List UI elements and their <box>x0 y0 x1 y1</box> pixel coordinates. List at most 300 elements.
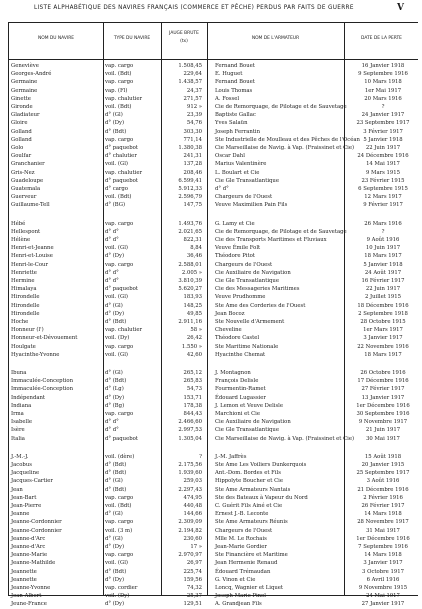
ship-tonnage: 1.305,04 <box>178 435 202 442</box>
table-row <box>9 568 418 576</box>
ship-type: voil. (Dy) <box>105 335 130 342</box>
ship-tonnage: 1.550 » <box>181 343 202 350</box>
ship-owner: Cie Gle Transatlantique <box>215 177 279 184</box>
table-row <box>9 510 418 518</box>
ship-tonnage: 24,37 <box>186 87 202 94</box>
page-title: LISTE ALPHABÉTIQUE DES NAVIRES FRANÇAIS (COMMERCE ET PÊCHE) PERDUS PAR FAITS DE GUERRE <box>34 5 354 11</box>
ship-type: d° (Gl) <box>105 112 123 119</box>
ship-name: Germaine <box>11 79 38 86</box>
ship-tonnage: 1.939,60 <box>178 470 202 477</box>
loss-date: 3 Janvier 1917 <box>363 560 403 567</box>
ship-owner: d° d° <box>215 186 229 192</box>
table-row <box>9 228 418 236</box>
loss-date: 22 Juin 1917 <box>365 286 401 293</box>
ship-type: d° (Gl) <box>105 370 123 376</box>
loss-date: 1er Mars 1917 <box>363 327 403 334</box>
ship-tonnage: 303,30 <box>183 128 202 135</box>
ship-type: d° (Dy) <box>105 544 125 550</box>
table-row <box>9 70 418 78</box>
ship-type: voil. (Bdt) <box>105 503 132 509</box>
ship-name: Guillaume-Tell <box>11 202 50 209</box>
ship-owner: Cie des Transports Maritimes et Fluviaux <box>215 237 327 243</box>
ship-tonnage: 474,95 <box>183 494 202 501</box>
table-row <box>9 453 418 461</box>
ship-name: Isère <box>11 427 25 434</box>
ship-name: Immaculée-Conception <box>11 386 73 393</box>
loss-date: 15 Août 1918 <box>364 453 402 460</box>
ship-owner: Jean-Marie Gordier <box>215 544 267 550</box>
ship-type: vap. cargo <box>105 343 134 350</box>
table-body <box>9 60 418 608</box>
ship-owner: Joseph-Marie Pinol <box>215 593 266 600</box>
ship-type: vap. cargo <box>105 494 134 501</box>
ship-name: Jeanne-Cordonnier <box>11 527 62 534</box>
ship-tonnage: 23,39 <box>186 112 202 119</box>
ship-name: Golland <box>11 128 32 135</box>
ship-type: voil. (3 m) <box>105 527 133 534</box>
ship-tonnage: 1.508,45 <box>178 63 202 69</box>
ship-type: d° (Bdt) <box>105 319 127 325</box>
ship-owner: Ernest J.-B. Leconte <box>215 511 269 518</box>
ship-tonnage: 36,46 <box>186 253 202 260</box>
ship-tonnage: 49,85 <box>186 310 202 317</box>
ship-owner: Ste des Bateaux à Vapeur du Nord <box>215 494 308 501</box>
loss-date: 1er Décembre 1916 <box>356 402 410 409</box>
ship-type: vap. cargo <box>105 79 134 86</box>
loss-date: 9 Septembre 1916 <box>358 71 408 78</box>
ship-owner: Jean Hermenie Renaud <box>215 560 278 567</box>
table-row <box>9 177 418 185</box>
ship-tonnage: 159,56 <box>183 576 202 583</box>
table-row <box>9 584 418 592</box>
table-row <box>9 62 418 70</box>
table-row <box>9 334 418 342</box>
table-row <box>9 410 418 418</box>
ship-tonnage: 58 » <box>190 327 202 334</box>
table-row <box>9 285 418 293</box>
table-row <box>9 293 418 301</box>
ship-type: voil. (Bdt) <box>105 194 132 201</box>
table-row <box>9 502 418 510</box>
table-row <box>9 486 418 494</box>
ship-type: vap. cargo <box>105 261 134 268</box>
loss-date: 9 Février 1917 <box>363 202 403 209</box>
table-row <box>9 185 418 193</box>
ship-tonnage: 42,60 <box>186 351 202 358</box>
ship-type: vap. cordier <box>105 585 138 591</box>
loss-date: 22 Juin 1917 <box>365 145 401 151</box>
loss-date: 2 Février 1916 <box>363 494 403 501</box>
page-header <box>0 5 422 17</box>
table-row <box>9 144 418 152</box>
ship-name: Hirondelle <box>11 294 40 301</box>
ship-name: Himalaya <box>11 286 37 293</box>
loss-date: 24 Mai 1917 <box>366 593 400 600</box>
ship-tonnage: 771,14 <box>183 136 202 143</box>
ship-type: d° (Dy) <box>105 310 125 317</box>
ship-name: Isabelle <box>11 419 33 426</box>
ship-name: Guadeloupe <box>11 177 44 184</box>
ship-type: d° d° <box>105 237 119 243</box>
loss-date: 30 Mai 1917 <box>366 435 400 442</box>
ship-type: d° paquebot <box>105 286 138 293</box>
ship-name: Jean-Albert <box>11 593 42 600</box>
table-row <box>9 87 418 95</box>
ship-owner: J.-M. Jaffrès <box>215 453 247 460</box>
ship-owner: Cie Auxiliaire de Navigation <box>215 269 291 276</box>
ship-tonnage: 225,74 <box>183 568 202 575</box>
loss-date: 25 Septembre 1917 <box>356 470 410 477</box>
ship-name: Honneur (l') <box>11 327 44 334</box>
ship-tonnage: 912 » <box>186 104 202 110</box>
ship-name: Honneur-et-Dévouement <box>11 335 78 342</box>
table-row <box>9 394 418 402</box>
loss-date: 21 Décembre 1916 <box>357 486 409 493</box>
loss-date: 28 Novembre 1917 <box>357 519 409 526</box>
ship-tonnage: 144,66 <box>183 511 202 518</box>
ship-tonnage: 25,37 <box>186 593 202 600</box>
loss-date: 23 Février 1915 <box>361 177 405 184</box>
ship-owner: Édouard Lugassier <box>215 394 266 401</box>
ship-name: Granchanier <box>11 161 45 168</box>
ship-type: voil. (Dy) <box>105 593 130 600</box>
ship-tonnage: 2.194,82 <box>178 527 202 534</box>
ship-tonnage: 178,38 <box>183 402 202 409</box>
ship-name: Golland <box>11 136 32 143</box>
table-row <box>9 244 418 252</box>
ship-tonnage: 5.912,33 <box>178 186 202 192</box>
ship-tonnage: 259,03 <box>183 478 202 485</box>
ship-type: vap. chalutier <box>105 169 143 176</box>
ship-type: d° d° <box>105 419 119 426</box>
ship-type: vap. chalutier <box>105 327 143 334</box>
ship-loss-table <box>8 22 418 608</box>
ship-tonnage: 241,31 <box>183 153 202 160</box>
loss-date: 16 Février 1917 <box>361 278 405 284</box>
ship-tonnage: 8,84 <box>190 245 202 252</box>
table-row <box>9 95 418 103</box>
ship-owner: Veuve Émile Folt <box>215 245 261 252</box>
table-row <box>9 592 418 600</box>
loss-date: 27 Janvier 1917 <box>361 601 405 608</box>
table-row <box>9 576 418 584</box>
ship-name: Georges-André <box>11 71 52 78</box>
table-row <box>9 269 418 277</box>
ship-type: vap. cargo <box>105 411 134 417</box>
table-row <box>9 261 418 269</box>
table-row <box>9 318 418 326</box>
table-row <box>9 518 418 526</box>
ship-type: d° chalutier <box>105 153 137 160</box>
ship-type: d° d° <box>105 269 119 276</box>
ship-type: vap. chalutier <box>105 95 143 102</box>
table-row <box>9 559 418 567</box>
table-row <box>9 477 418 485</box>
ship-name: Jeanne-Mathilde <box>11 560 56 567</box>
loss-date: 6 Septembre 1915 <box>358 186 408 192</box>
ship-name: Germaine <box>11 87 38 94</box>
loss-date: 24 Décembre 1916 <box>357 153 409 160</box>
ship-owner: Chargeurs de l'Ouest <box>215 261 273 268</box>
ship-owner: Ste Industrielle de Moulleau et des Pêches de l'Océan <box>215 136 360 143</box>
loss-date: 26 Octobre 1916 <box>360 370 406 376</box>
loss-date: 22 Novembre 1916 <box>357 343 409 350</box>
table-row <box>9 277 418 285</box>
ship-type: d° (Gl) <box>105 478 123 485</box>
ship-tonnage: 137,28 <box>183 161 202 168</box>
ship-owner: Ste Ame Armateurs Nantais <box>215 486 291 493</box>
loss-date: 7 Septembre 1916 <box>358 544 408 550</box>
ship-owner: Ste Financière et Maritime <box>215 552 288 559</box>
ship-tonnage: 2.997,53 <box>178 427 202 434</box>
loss-date: 3 Février 1917 <box>363 128 403 135</box>
ship-name: J.-M.-J. <box>11 453 29 460</box>
loss-date: 26 Février 1917 <box>361 503 405 509</box>
ship-type: voil. (Gl) <box>105 245 128 252</box>
table-row <box>9 385 418 393</box>
loss-date: 14 Mars 1918 <box>364 511 402 518</box>
ship-owner: Ste Ame Armateurs Réunis <box>215 519 288 526</box>
ship-name: Henri-le-Cour <box>11 261 48 268</box>
ship-type: vap. cargo <box>105 552 134 559</box>
ship-tonnage: 148,25 <box>183 302 202 309</box>
loss-date: 24 Août 1917 <box>364 269 402 276</box>
table-row <box>9 310 418 318</box>
ship-owner: Louis Thomas <box>215 87 253 94</box>
ship-type: d° (Dy) <box>105 120 125 127</box>
page-number: V <box>397 3 404 13</box>
ship-type: d° (Bdt) <box>105 568 127 575</box>
ship-owner: Ant.-Dom. Bordes et Fils <box>215 470 281 477</box>
table-row <box>9 169 418 177</box>
ship-type: d° (Gl) <box>105 535 123 542</box>
ship-type: d° d° <box>105 427 119 434</box>
ship-name: Jacobus <box>11 462 32 468</box>
ship-tonnage: 183,93 <box>183 294 202 301</box>
ship-owner: Édouard Trémaudan <box>215 568 271 575</box>
ship-owner: Chargeurs de l'Ouest <box>215 194 273 201</box>
ship-name: Golo <box>11 145 24 151</box>
table-row <box>9 551 418 559</box>
ship-owner: Cie Marseillaise de Navig. à Vap. (Fraissinet et Cie) <box>215 145 355 151</box>
ship-tonnage: 3.810,39 <box>178 278 202 284</box>
ship-name: Jean-Pierre <box>11 503 42 509</box>
ship-name: Jean <box>11 486 23 493</box>
ship-type: voil. (Gl) <box>105 560 128 567</box>
column-header-owner: NOM DE L'ARMATEUR <box>251 36 300 41</box>
ship-owner: Cie des Messageries Maritimes <box>215 286 300 293</box>
ship-owner: Cie de Remorquage, de Pilotage et de Sauvetage <box>215 228 347 235</box>
loss-date: 3 Août 1916 <box>366 478 400 485</box>
ship-tonnage: 26,97 <box>186 560 202 567</box>
ship-name: Jacqueline <box>11 470 40 477</box>
ship-owner: C. Guérit Fils Ainé et Cie <box>215 503 283 509</box>
ship-type: d° (Bdt) <box>105 128 127 135</box>
ship-owner: Théodore Castel <box>215 335 260 342</box>
ship-name: Houlgate <box>11 343 36 350</box>
ship-owner: Yves Salaün <box>215 120 248 127</box>
ship-type: voil. (Gl) <box>105 351 128 358</box>
ship-owner: E. Huguet <box>215 71 243 78</box>
ship-owner: Loncq, Wagnier et Liquet <box>215 585 284 591</box>
ship-type: d° paquebot <box>105 145 138 151</box>
ship-name: Hyacinthe-Yvonne <box>11 351 60 358</box>
ship-tonnage: 2.588,01 <box>178 261 202 268</box>
loss-date: 3 Octobre 1917 <box>362 568 404 575</box>
ship-owner: A. Grandjean Fils <box>215 601 262 608</box>
ship-owner: J. Montagnon <box>215 370 251 376</box>
ship-owner: Marius Valentinère <box>215 161 267 168</box>
ship-type: d° (Bdt) <box>105 462 127 468</box>
table-row <box>9 201 418 209</box>
table-row <box>9 435 418 443</box>
ship-name: Henri-et-Louise <box>11 253 53 260</box>
ship-owner: Marchioni et Cie <box>215 411 260 417</box>
ship-owner: Cie Auxiliaire de Navigation <box>215 419 291 426</box>
ship-name: Jeanne <box>11 511 30 518</box>
ship-tonnage: 1.438,57 <box>178 79 202 86</box>
column-header-tonnage: JAUGE BRUTE <box>169 31 199 36</box>
ship-type: voil. (dère) <box>105 453 135 460</box>
ship-tonnage: ? <box>199 453 202 460</box>
loss-date: 1er Mai 1917 <box>364 87 402 94</box>
table-row <box>9 377 418 385</box>
table-row <box>9 527 418 535</box>
ship-owner: Ste Maritime Nationale <box>215 343 279 350</box>
ship-type: voil. (Bdt) <box>105 71 132 78</box>
ship-name: Jeanne-Marie <box>11 552 48 559</box>
loss-date: 16 Janvier 1918 <box>361 63 405 69</box>
ship-type: vap. cargo <box>105 136 134 143</box>
loss-date: 10 Juin 1917 <box>365 245 401 252</box>
loss-date: 18 Mars 1917 <box>364 253 402 260</box>
ship-tonnage: 2.596,79 <box>178 194 202 201</box>
ship-name: Immaculée-Conception <box>11 378 73 385</box>
table-row <box>9 418 418 426</box>
table-header <box>9 23 418 60</box>
ship-name: Jeanne-Yvonne <box>11 585 51 591</box>
table-row <box>9 111 418 119</box>
ship-name: Jeannette <box>11 568 37 575</box>
loss-date: 24 Janvier 1917 <box>361 112 405 119</box>
ship-name: Hélène <box>11 237 31 243</box>
ship-tonnage: 2.005 » <box>181 269 202 276</box>
ship-tonnage: 822,31 <box>183 237 202 243</box>
table-row <box>9 543 418 551</box>
ship-owner: Baptiste Gallac <box>215 112 256 119</box>
loss-date: 17 Décembre 1916 <box>357 378 409 385</box>
column-header-tonnage-unit: (tx) <box>180 39 188 44</box>
table-row <box>9 193 418 201</box>
table-row <box>9 494 418 502</box>
table-row <box>9 326 418 334</box>
ship-owner: Hippolyte Boucher et Cie <box>215 478 283 485</box>
ship-tonnage: 153,71 <box>183 394 202 401</box>
ship-type: d° (Bdt) <box>105 486 127 493</box>
ship-owner: Fernand Bouet <box>215 79 255 86</box>
loss-date: 9 Mars 1915 <box>365 169 401 176</box>
ship-name: Jeune-France <box>11 601 47 608</box>
ship-tonnage: 265,83 <box>183 378 202 385</box>
ship-name: Jacques-Cartier <box>11 478 53 485</box>
ship-tonnage: 2.021,65 <box>178 228 202 235</box>
ship-tonnage: 17 » <box>190 544 202 550</box>
ship-name: Jeanne-Cordonnier <box>11 519 62 526</box>
loss-date: 30 Septembre 1916 <box>356 411 410 417</box>
ship-name: Ginette <box>11 95 31 102</box>
loss-date: 1er Décembre 1916 <box>356 535 410 542</box>
ship-owner: J. Lemon et Veuve Delisle <box>215 402 283 409</box>
ship-tonnage: 2.297,43 <box>178 486 202 493</box>
loss-date: 6 Avril 1916 <box>366 576 400 583</box>
ship-owner: Fourmentin-Ramet <box>215 386 266 393</box>
ship-name: Jean-Bart <box>11 494 37 501</box>
ship-name: Indépendant <box>11 394 46 401</box>
ship-name: Ibuna <box>11 370 27 376</box>
ship-name: Italia <box>11 435 25 442</box>
loss-date: 26 Mars 1916 <box>364 220 402 227</box>
loss-date: 12 Mars 1917 <box>364 194 402 201</box>
ship-type: vap. cargo <box>105 63 134 69</box>
loss-date: ? <box>381 104 385 110</box>
ship-name: Guatemala <box>11 186 41 192</box>
ship-tonnage: 230,60 <box>183 535 202 542</box>
ship-name: Hirondelle <box>11 302 40 309</box>
ship-tonnage: 1.493,76 <box>178 220 202 227</box>
ship-owner: Cheveline <box>215 327 242 334</box>
ship-name: Hermine <box>11 278 35 284</box>
ship-name: Irma <box>11 411 24 417</box>
table-row <box>9 252 418 260</box>
ship-name: Hirondelle <box>11 310 40 317</box>
ship-name: Henriette <box>11 269 37 276</box>
ship-type: d° (Bdt) <box>105 470 127 477</box>
loss-date: 20 Mars 1916 <box>364 95 402 102</box>
ship-owner: Veuve Prudhomme <box>215 294 266 301</box>
ship-type: voil. (Gl) <box>105 161 128 168</box>
ship-name: Gladiateur <box>11 112 40 119</box>
ship-owner: Théodore Pitot <box>215 253 255 260</box>
loss-date: ? <box>381 228 385 235</box>
ship-owner: François Delisle <box>215 378 259 385</box>
loss-date: 23 Septembre 1917 <box>356 120 410 127</box>
ship-type: vap. cargo <box>105 220 134 227</box>
loss-date: 20 Janvier 1915 <box>361 462 405 468</box>
ship-name: Jeanne-d'Arc <box>11 544 46 550</box>
ship-owner: Mlle M. Le Rochais <box>215 535 267 542</box>
ship-owner: Joseph Ferrantin <box>215 128 261 135</box>
ship-name: Geneviève <box>11 63 39 69</box>
table-row <box>9 220 418 228</box>
ship-tonnage: 440,48 <box>183 503 202 509</box>
ship-tonnage: 2.970,97 <box>178 552 202 559</box>
ship-type: d° (Lg) <box>105 386 124 393</box>
column-header-name: NOM DU NAVIRE <box>37 36 75 41</box>
ship-owner: Hyacinthe Chemat <box>215 351 266 358</box>
table-row <box>9 152 418 160</box>
ship-owner: L. Boulart et Cie <box>215 169 260 176</box>
loss-date: 28 Octobre 1915 <box>360 319 406 325</box>
ship-name: Hoche <box>11 319 29 325</box>
ship-name: Jeannette <box>11 576 37 583</box>
loss-date: 27 Février 1917 <box>361 386 405 393</box>
ship-tonnage: 2.466,60 <box>178 419 202 426</box>
ship-tonnage: 208,46 <box>183 169 202 176</box>
ship-name: Guerveur <box>11 194 37 201</box>
table-row <box>9 343 418 351</box>
table-row <box>9 128 418 136</box>
ship-tonnage: 6.599,41 <box>178 177 202 184</box>
